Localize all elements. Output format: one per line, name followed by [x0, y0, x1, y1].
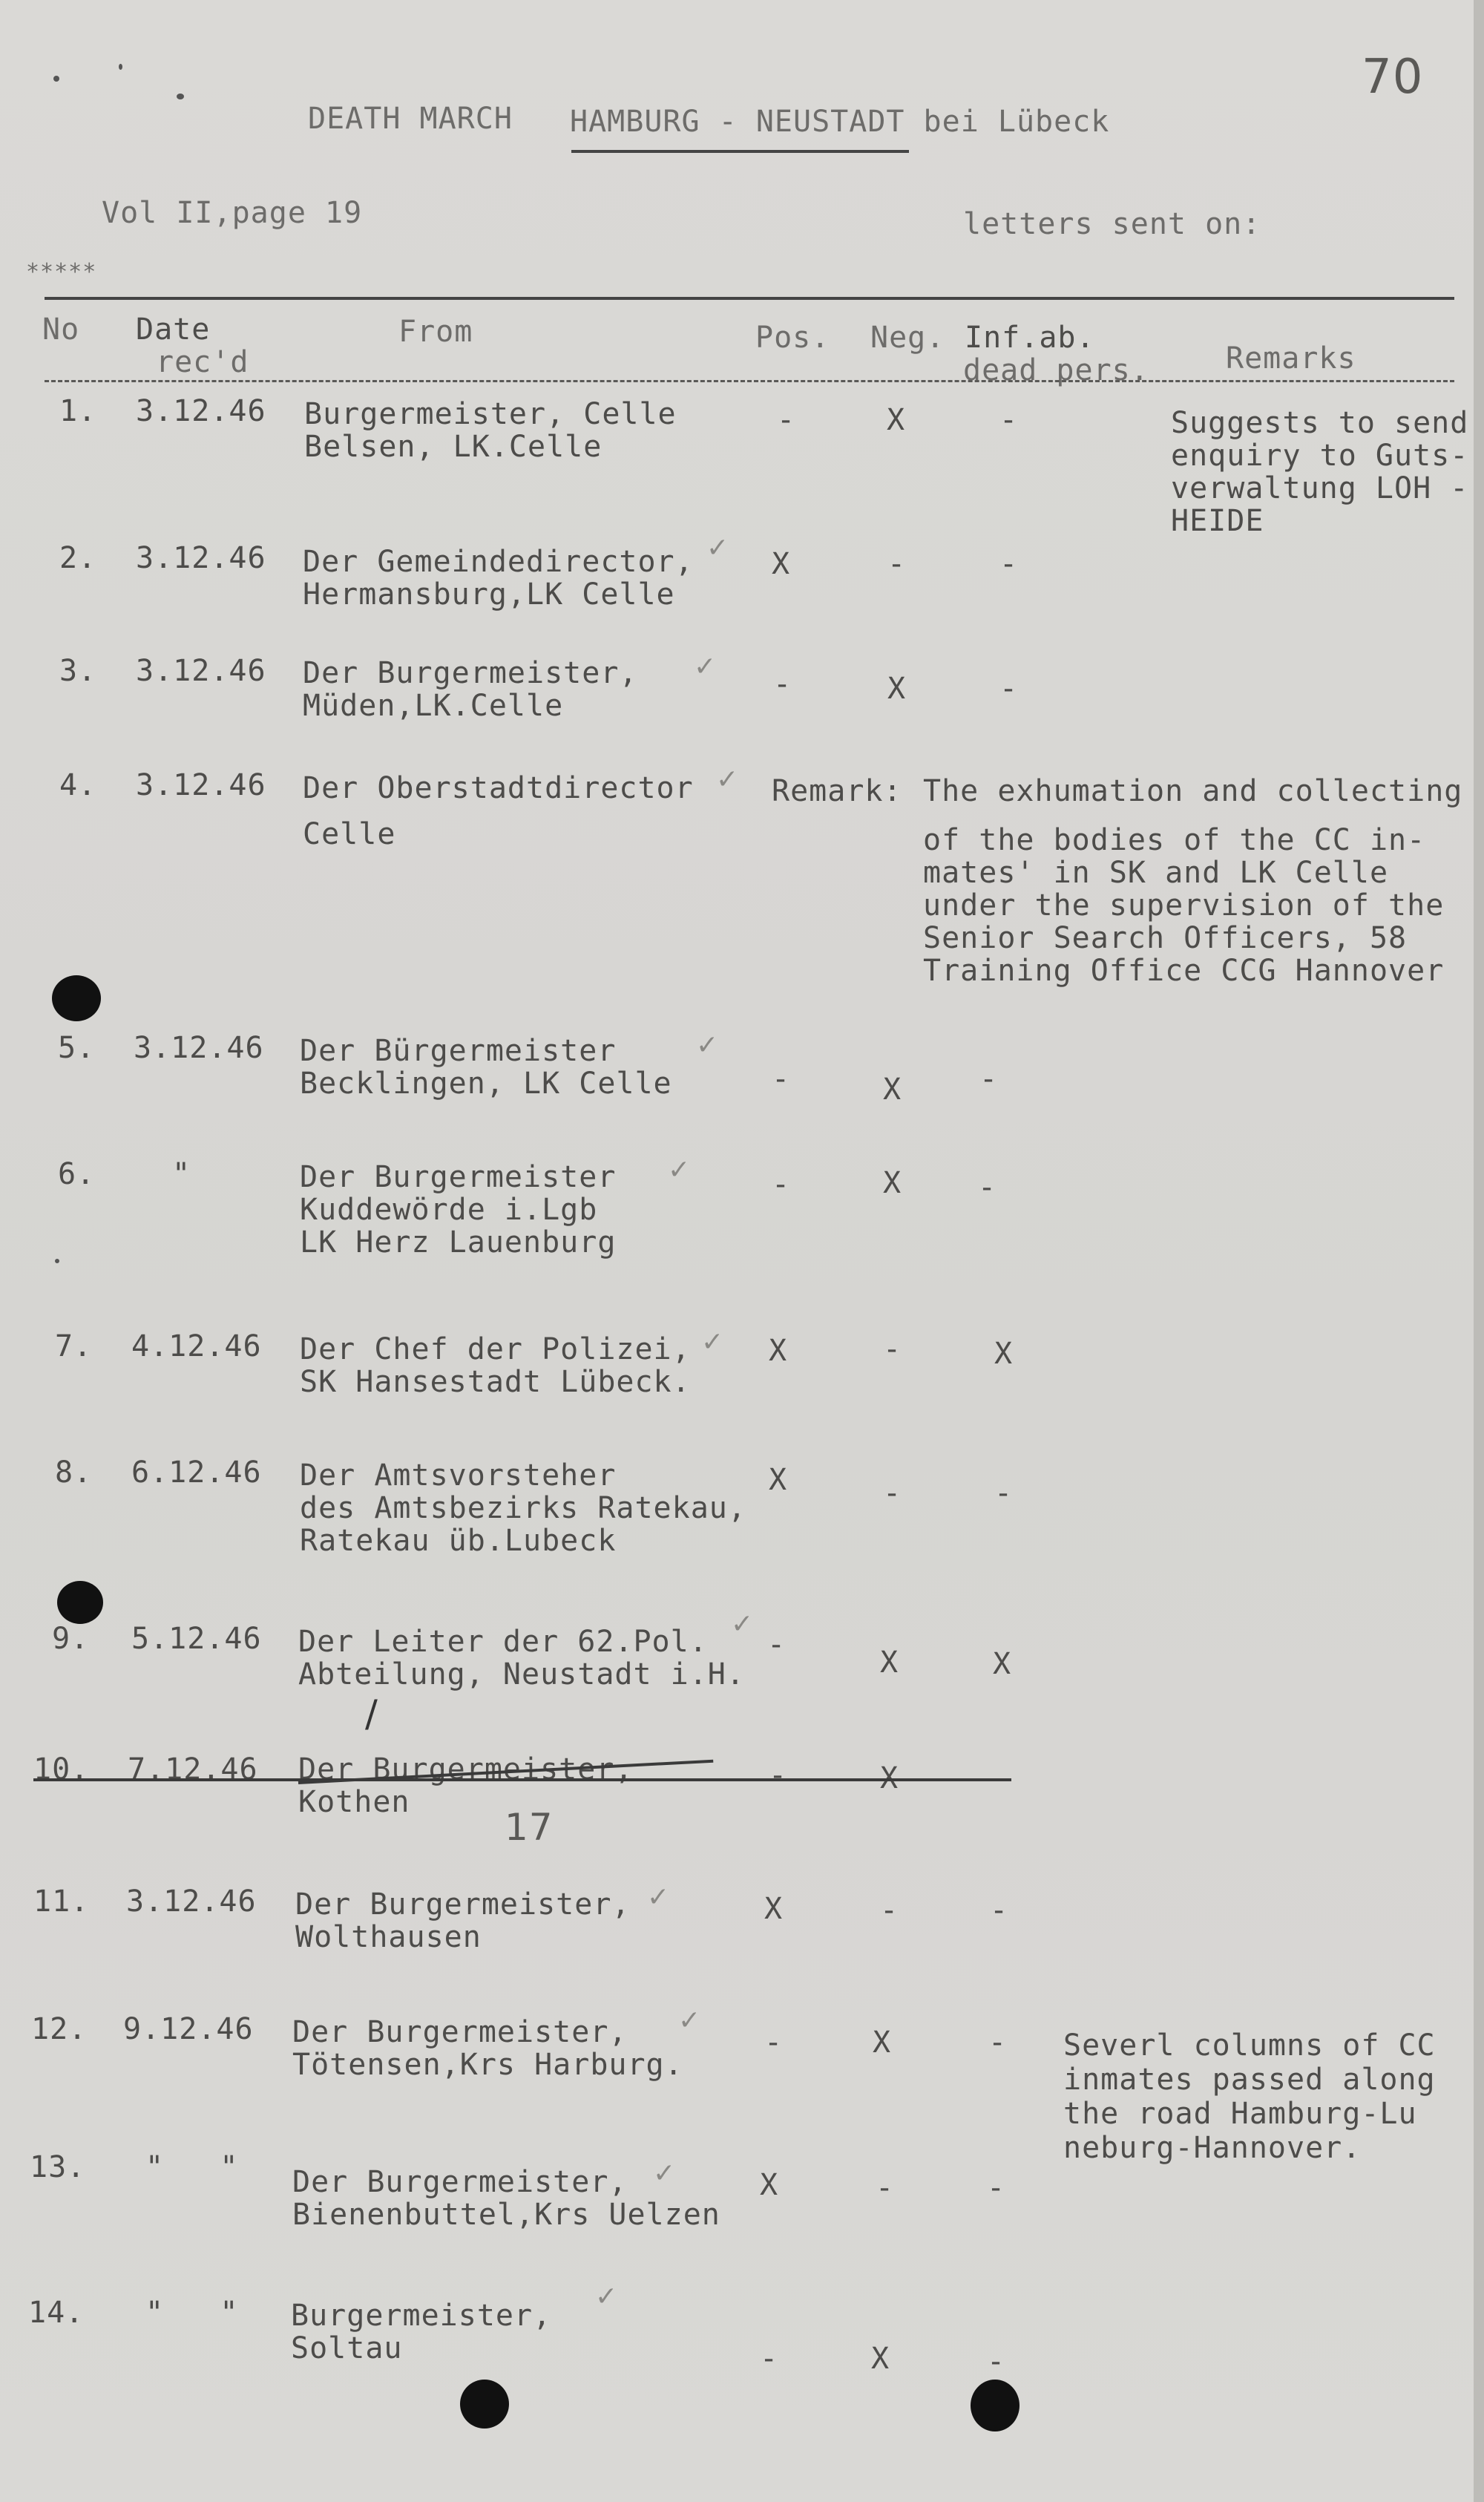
row-inf: -: [990, 1893, 1009, 1928]
row-remark-line: inmates passed along: [1063, 2063, 1436, 2097]
row-remark-line: Senior Search Officers, 58: [923, 921, 1408, 955]
row-from-line2: Tötensen,Krs Harburg.: [292, 2048, 683, 2082]
row-from-line2: Belsen, LK.Celle: [304, 430, 603, 464]
row-from-line2: Bienenbuttel,Krs Uelzen: [292, 2198, 720, 2232]
paper-speck: [55, 1259, 59, 1263]
letters-sent-label: letters sent on:: [963, 207, 1261, 241]
row-inf: -: [988, 2025, 1008, 2060]
paper-speck: [177, 94, 184, 99]
row-neg: X: [887, 672, 907, 706]
row-from-line1: Burgermeister, Celle: [304, 397, 677, 431]
checkmark-icon: ✓: [668, 1155, 691, 1185]
row-number: 6.: [58, 1157, 96, 1191]
row-from-line3: LK Herz Lauenburg: [300, 1225, 617, 1260]
row-remark-line: of the bodies of the CC in-: [923, 823, 1426, 857]
checkmark-icon: ✓: [716, 764, 739, 795]
pencil-note: 17: [505, 1806, 554, 1849]
checkmark-icon: ✓: [647, 1882, 670, 1913]
row-remark-label: Remark:: [772, 774, 902, 808]
row-remark-line: The exhumation and collecting: [923, 774, 1463, 808]
page-number: 70: [1362, 50, 1424, 105]
row-neg: -: [883, 1332, 902, 1366]
row-neg: -: [876, 2171, 895, 2205]
punch-hole-icon: [52, 975, 101, 1021]
row-neg: X: [883, 1166, 902, 1200]
row-remark-line: mates' in SK and LK Celle: [923, 856, 1389, 890]
row-from-line1: Der Amtsvorsteher: [300, 1458, 617, 1493]
row-from-line1: Burgermeister,: [291, 2299, 552, 2333]
row-remark-line: HEIDE: [1171, 504, 1264, 538]
volume-reference: Vol II,page 19: [102, 196, 363, 230]
row-remark-line: enquiry to Guts-: [1171, 439, 1469, 473]
row-date: " ": [145, 2296, 239, 2330]
col-remarks-header: Remarks: [1226, 341, 1356, 376]
row-date: 3.12.46: [134, 1031, 264, 1065]
row-date: " ": [145, 2150, 239, 2184]
row-inf: -: [999, 403, 1019, 437]
row-from-line1: Der Burgermeister,: [298, 1752, 634, 1787]
row-number: 2.: [59, 541, 97, 575]
row-from-line1: Der Gemeindedirector,: [303, 545, 694, 579]
checkmark-icon: ✓: [694, 652, 717, 682]
title-underline: [571, 150, 909, 153]
row-from-line1: Der Oberstadtdirector: [303, 771, 694, 805]
title-route: HAMBURG - NEUSTADT bei Lübeck: [570, 105, 1110, 139]
row-neg: X: [883, 1072, 902, 1107]
row-from-line2: Wolthausen: [295, 1920, 482, 1954]
row-pos: X: [772, 547, 791, 581]
col-from-header: From: [398, 315, 473, 349]
row-from-line3: Ratekau üb.Lubeck: [300, 1524, 617, 1558]
row-from-line1: Der Burgermeister,: [295, 1887, 631, 1922]
punch-hole-icon: [460, 2380, 509, 2429]
col-neg-header: Neg.: [870, 321, 945, 355]
title-death-march: DEATH MARCH: [308, 102, 513, 136]
col-no-header: No: [42, 312, 80, 347]
row-from-line2: Müden,LK.Celle: [303, 689, 564, 723]
row-pos: -: [760, 2342, 779, 2376]
row-neg: X: [887, 403, 906, 437]
row-pos: X: [769, 1463, 788, 1497]
col-date-header-sub: rec'd: [156, 345, 249, 379]
col-date-header: Date: [136, 312, 211, 347]
row-from-line2: Kothen: [298, 1785, 410, 1819]
row-number: 3.: [59, 654, 97, 688]
header-rule: [45, 380, 1454, 382]
row-neg: X: [880, 1761, 899, 1795]
checkmark-icon: ✓: [696, 1030, 719, 1061]
row-pos: -: [767, 1628, 787, 1662]
paper-speck: [119, 64, 122, 70]
row-number: 12.: [31, 2012, 88, 2046]
row-from-line2: des Amtsbezirks Ratekau,: [300, 1491, 746, 1525]
row-pos: -: [769, 1758, 788, 1792]
row-number: 7.: [55, 1329, 93, 1363]
col-inf-header-sub: dead pers.: [963, 353, 1149, 387]
asterisk-row: *****: [26, 259, 97, 285]
row-number: 1.: [59, 394, 97, 428]
row-from-line2: Becklingen, LK Celle: [300, 1067, 672, 1101]
checkmark-icon: ✓: [731, 1609, 754, 1640]
row-date: 3.12.46: [136, 394, 266, 428]
row-from-line2: Celle: [303, 817, 396, 851]
row-inf: -: [979, 1062, 999, 1096]
row-neg: -: [883, 1476, 902, 1510]
row-number: 5.: [58, 1031, 96, 1065]
row-number: 9.: [52, 1622, 90, 1656]
row-pos: -: [777, 403, 796, 437]
row-inf: X: [994, 1337, 1014, 1371]
col-inf-header: Inf.ab.: [965, 321, 1095, 355]
punch-hole-icon: [57, 1581, 103, 1624]
paper-speck: [53, 76, 59, 82]
row-date: 4.12.46: [131, 1329, 262, 1363]
row-inf: -: [987, 2171, 1006, 2205]
row-date: 7.12.46: [128, 1752, 258, 1787]
row-from-line2: SK Hansestadt Lübeck.: [300, 1365, 691, 1399]
row-remark-line: the road Hamburg-Lu: [1063, 2097, 1417, 2131]
row-date: 3.12.46: [136, 768, 266, 802]
row-neg: X: [880, 1645, 899, 1680]
row-pos: X: [769, 1334, 788, 1368]
row-from-line1: Der Burgermeister,: [292, 2165, 628, 2199]
row-number: 4.: [59, 768, 97, 802]
row-pos: -: [773, 667, 792, 701]
row-pos: -: [772, 1062, 791, 1096]
row-date: 5.12.46: [131, 1622, 262, 1656]
row-neg: -: [880, 1893, 899, 1928]
row-neg: X: [871, 2342, 890, 2376]
row-date: 9.12.46: [123, 2012, 254, 2046]
row-from-line2: Hermansburg,LK Celle: [303, 577, 675, 612]
checkmark-icon: ✓: [701, 1327, 724, 1358]
pen-mark-icon: /: [365, 1692, 378, 1735]
row-remark-line: Training Office CCG Hannover: [923, 954, 1445, 988]
row-date: 3.12.46: [136, 541, 266, 575]
row-neg: X: [873, 2025, 892, 2060]
col-pos-header: Pos.: [755, 321, 830, 355]
strikethrough-line: [33, 1778, 1011, 1781]
row-from-line2: Abteilung, Neustadt i.H.: [298, 1657, 745, 1692]
punch-hole-icon: [971, 2380, 1020, 2431]
checkmark-icon: ✓: [653, 2158, 676, 2189]
row-from-line1: Der Leiter der 62.Pol.: [298, 1625, 708, 1659]
row-date: ": [172, 1157, 191, 1191]
row-remark-line: Suggests to send: [1171, 406, 1469, 440]
row-number: 13.: [30, 2150, 86, 2184]
checkmark-icon: ✓: [595, 2282, 618, 2312]
table-top-rule: [45, 297, 1454, 300]
row-from-line2: Soltau: [291, 2331, 403, 2365]
row-remark-line: Severl columns of CC: [1063, 2028, 1436, 2063]
row-inf: -: [994, 1476, 1014, 1510]
row-number: 11.: [33, 1884, 90, 1919]
row-inf: -: [978, 1170, 997, 1205]
row-from-line1: Der Burgermeister,: [303, 656, 638, 690]
row-from-line1: Der Chef der Polizei,: [300, 1332, 691, 1366]
checkmark-icon: ✓: [706, 533, 729, 563]
row-pos: -: [764, 2025, 784, 2060]
row-number: 14.: [28, 2296, 85, 2330]
row-pos: X: [760, 2168, 779, 2202]
row-pos: -: [772, 1168, 791, 1202]
row-remark-line: neburg-Hannover.: [1063, 2131, 1362, 2165]
row-remark-line: verwaltung LOH -: [1171, 471, 1469, 505]
row-date: 3.12.46: [126, 1884, 257, 1919]
row-from-line2: Kuddewörde i.Lgb: [300, 1193, 598, 1227]
row-number: 10.: [33, 1752, 90, 1787]
row-inf: -: [987, 2345, 1006, 2379]
row-remark-line: under the supervision of the: [923, 888, 1445, 923]
row-from-line1: Der Bürgermeister: [300, 1034, 617, 1068]
row-inf: -: [999, 547, 1019, 581]
checkmark-icon: ✓: [678, 2005, 701, 2036]
row-inf: -: [999, 672, 1019, 706]
row-pos: X: [764, 1892, 784, 1926]
row-date: 6.12.46: [131, 1455, 262, 1490]
page-edge: [1474, 0, 1484, 2502]
row-date: 3.12.46: [136, 654, 266, 688]
row-neg: -: [887, 547, 907, 581]
row-number: 8.: [55, 1455, 93, 1490]
row-inf: X: [993, 1647, 1012, 1681]
row-from-line1: Der Burgermeister: [300, 1160, 617, 1194]
row-from-line1: Der Burgermeister,: [292, 2015, 628, 2049]
